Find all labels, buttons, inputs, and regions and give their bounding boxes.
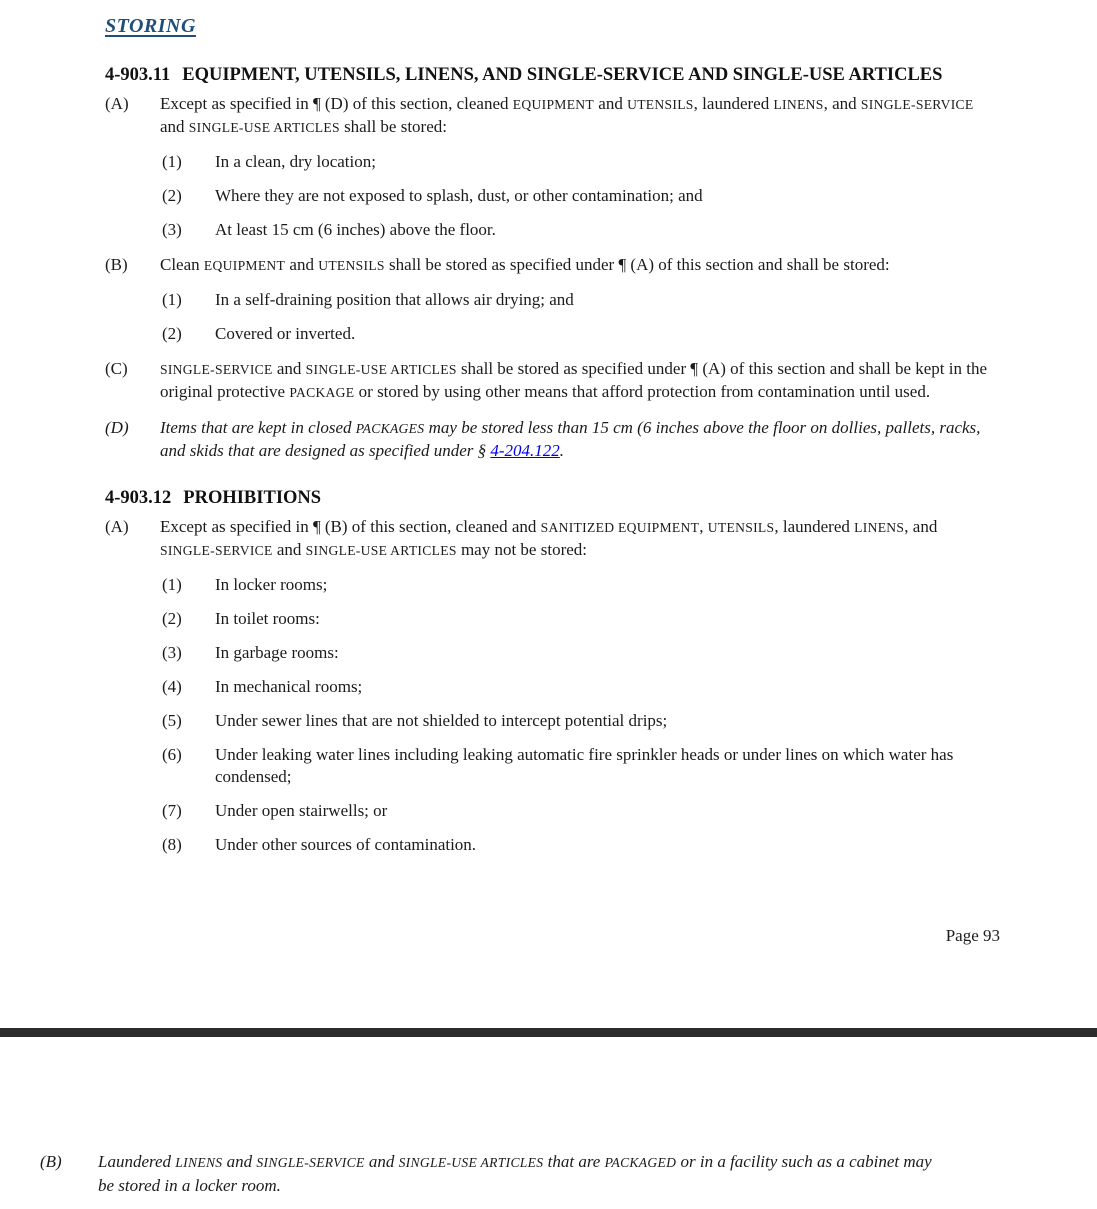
- text-segment: Under open stairwells; or: [215, 801, 388, 820]
- section-reference-link[interactable]: 4-204.122: [490, 441, 560, 460]
- list-item-text: [215, 744, 993, 788]
- text-segment: may be stored less than 15 cm (6 inches above the floor on dollies, pallets, racks, and skids that are designed as specified under §: [160, 418, 981, 460]
- defined-term: SINGLE-USE ARTICLES: [398, 1155, 544, 1170]
- text-segment: or in a facility such as a cabinet may be stored in a locker room.: [98, 1152, 932, 1195]
- list-item: [162, 185, 993, 207]
- text-segment: and: [160, 117, 189, 136]
- defined-term: SINGLE-USE ARTICLES: [188, 120, 340, 135]
- paragraph: [105, 254, 993, 277]
- list-item: [162, 608, 993, 630]
- list-item-label: (4): [162, 677, 182, 696]
- paragraph: [105, 358, 993, 404]
- list-item-label: (8): [162, 835, 182, 854]
- paragraph: [105, 93, 993, 139]
- paragraph-label: (A): [105, 517, 129, 536]
- list-item-label: (6): [162, 745, 182, 764]
- list-item-text: [215, 185, 993, 207]
- text-segment: ,: [699, 517, 708, 536]
- paragraph-label: (B): [40, 1152, 62, 1171]
- list-item: [162, 834, 993, 856]
- list-item-label: (1): [162, 290, 182, 309]
- text-segment: or stored by using other means that afford protection from contamination until used.: [354, 382, 931, 401]
- paragraph-label: (C): [105, 359, 128, 378]
- text-segment: , laundered: [774, 517, 855, 536]
- list-item-label: (3): [162, 220, 182, 239]
- defined-term: UTENSILS: [627, 97, 694, 112]
- document-body: [105, 14, 993, 856]
- list-item: [162, 219, 993, 241]
- defined-term: SINGLE-USE ARTICLES: [305, 362, 457, 377]
- defined-term: UTENSILS: [707, 520, 775, 535]
- paragraph-label: (A): [105, 94, 129, 113]
- text-segment: In toilet rooms:: [215, 609, 320, 628]
- defined-term: LINENS: [175, 1155, 223, 1170]
- section-heading: [105, 64, 993, 87]
- defined-term: PACKAGES: [355, 421, 425, 436]
- text-segment: and: [594, 94, 628, 113]
- defined-term: SINGLE-SERVICE: [860, 97, 974, 112]
- text-segment: In locker rooms;: [215, 575, 328, 594]
- defined-term: SINGLE-SERVICE: [160, 362, 273, 377]
- defined-term: PACKAGED: [604, 1155, 677, 1170]
- text-segment: and: [222, 1152, 257, 1171]
- list-item: [162, 710, 993, 732]
- running-head: STORING: [105, 15, 196, 37]
- list-item-text: [215, 289, 993, 311]
- defined-term: EQUIPMENT: [512, 97, 595, 112]
- text-segment: Under leaking water lines including leaking automatic fire sprinkler heads or under lines on which water has condensed;: [215, 745, 954, 786]
- text-segment: shall be stored:: [339, 117, 447, 136]
- text-segment: Laundered: [98, 1152, 176, 1171]
- list-item-text: [215, 608, 993, 630]
- section-title: EQUIPMENT, UTENSILS, LINENS, AND SINGLE-SERVICE AND SINGLE-USE ARTICLES: [182, 65, 943, 85]
- list-item-label: (5): [162, 711, 182, 730]
- list-item: [162, 289, 993, 311]
- list-item-label: (1): [162, 152, 182, 171]
- text-segment: shall be stored as specified under ¶ (A) of this section and shall be stored:: [384, 255, 890, 274]
- list-item-label: (1): [162, 575, 182, 594]
- list-item-text: [215, 676, 993, 698]
- text-segment: Under other sources of contamination.: [215, 835, 477, 854]
- defined-term: SINGLE-USE ARTICLES: [305, 543, 457, 558]
- section-heading: [105, 487, 993, 510]
- text-segment: , and: [904, 517, 938, 536]
- paragraph-text: [98, 1150, 938, 1197]
- list-item-label: (3): [162, 643, 182, 662]
- section-title: PROHIBITIONS: [183, 488, 322, 508]
- defined-term: SINGLE-SERVICE: [160, 543, 273, 558]
- section-number: 4-903.11: [105, 65, 171, 85]
- paragraph-label: (D): [105, 418, 129, 437]
- defined-term: EQUIPMENT: [203, 258, 286, 273]
- page-break-divider: [0, 1028, 1097, 1037]
- list-item: [162, 323, 993, 345]
- page-number: Page 93: [945, 926, 1000, 945]
- list-item-text: [215, 323, 993, 345]
- list-item: [162, 642, 993, 664]
- text-segment: Except as specified in ¶ (D) of this section, cleaned: [160, 94, 513, 113]
- list-item-text: [215, 642, 993, 664]
- continuation-paragraph: [40, 1150, 938, 1197]
- paragraph: [105, 516, 993, 562]
- text-segment: Under sewer lines that are not shielded to intercept potential drips;: [215, 711, 668, 730]
- sections-container: [105, 64, 993, 856]
- text-segment: and: [364, 1152, 399, 1171]
- paragraph-label: (B): [105, 255, 128, 274]
- text-segment: In garbage rooms:: [215, 643, 339, 662]
- paragraph-text: [160, 93, 993, 139]
- defined-term: LINENS: [773, 97, 824, 112]
- defined-term: SINGLE-SERVICE: [256, 1155, 365, 1170]
- paragraph-text: [160, 516, 993, 562]
- paragraph-text: [160, 358, 993, 404]
- list-item-text: [215, 574, 993, 596]
- text-segment: .: [559, 441, 565, 460]
- text-segment: and: [285, 255, 319, 274]
- section-number: 4-903.12: [105, 488, 172, 508]
- text-segment: Items that are kept in closed: [160, 418, 356, 437]
- list-item-text: [215, 834, 993, 856]
- list-item-label: (2): [162, 324, 182, 343]
- list-item-text: [215, 151, 993, 173]
- list-item-text: [215, 219, 993, 241]
- section: [105, 64, 993, 462]
- text-segment: and: [272, 359, 306, 378]
- text-segment: may not be stored:: [456, 540, 587, 559]
- text-segment: Covered or inverted.: [215, 324, 356, 343]
- text-segment: At least 15 cm (6 inches) above the floor.: [215, 220, 496, 239]
- list-item-label: (2): [162, 609, 182, 628]
- list-item: [162, 574, 993, 596]
- list-item: [162, 676, 993, 698]
- text-segment: Where they are not exposed to splash, dust, or other contamination; and: [215, 186, 703, 205]
- text-segment: Except as specified in ¶ (B) of this section, cleaned and: [160, 517, 541, 536]
- paragraph-text: [160, 417, 993, 462]
- list-item: [162, 151, 993, 173]
- list-item: [162, 744, 993, 788]
- list-item-label: (7): [162, 801, 182, 820]
- defined-term: SANITIZED EQUIPMENT: [540, 520, 700, 535]
- paragraph: [105, 417, 993, 462]
- text-segment: In mechanical rooms;: [215, 677, 363, 696]
- text-segment: shall be stored as specified under ¶ (A) of this section and shall be kept in the original protective: [160, 359, 987, 401]
- defined-term: PACKAGE: [289, 385, 355, 400]
- defined-term: UTENSILS: [318, 258, 385, 273]
- text-segment: In a clean, dry location;: [215, 152, 376, 171]
- text-segment: In a self-draining position that allows air drying; and: [215, 290, 574, 309]
- text-segment: , and: [823, 94, 861, 113]
- text-segment: , laundered: [693, 94, 774, 113]
- section: [105, 487, 993, 856]
- list-item-label: (2): [162, 186, 182, 205]
- list-item: [162, 800, 993, 822]
- text-segment: Clean: [160, 255, 204, 274]
- text-segment: and: [272, 540, 306, 559]
- text-segment: that are: [543, 1152, 605, 1171]
- paragraph-text: [160, 254, 993, 277]
- list-item-text: [215, 710, 993, 732]
- list-item-text: [215, 800, 993, 822]
- defined-term: LINENS: [854, 520, 905, 535]
